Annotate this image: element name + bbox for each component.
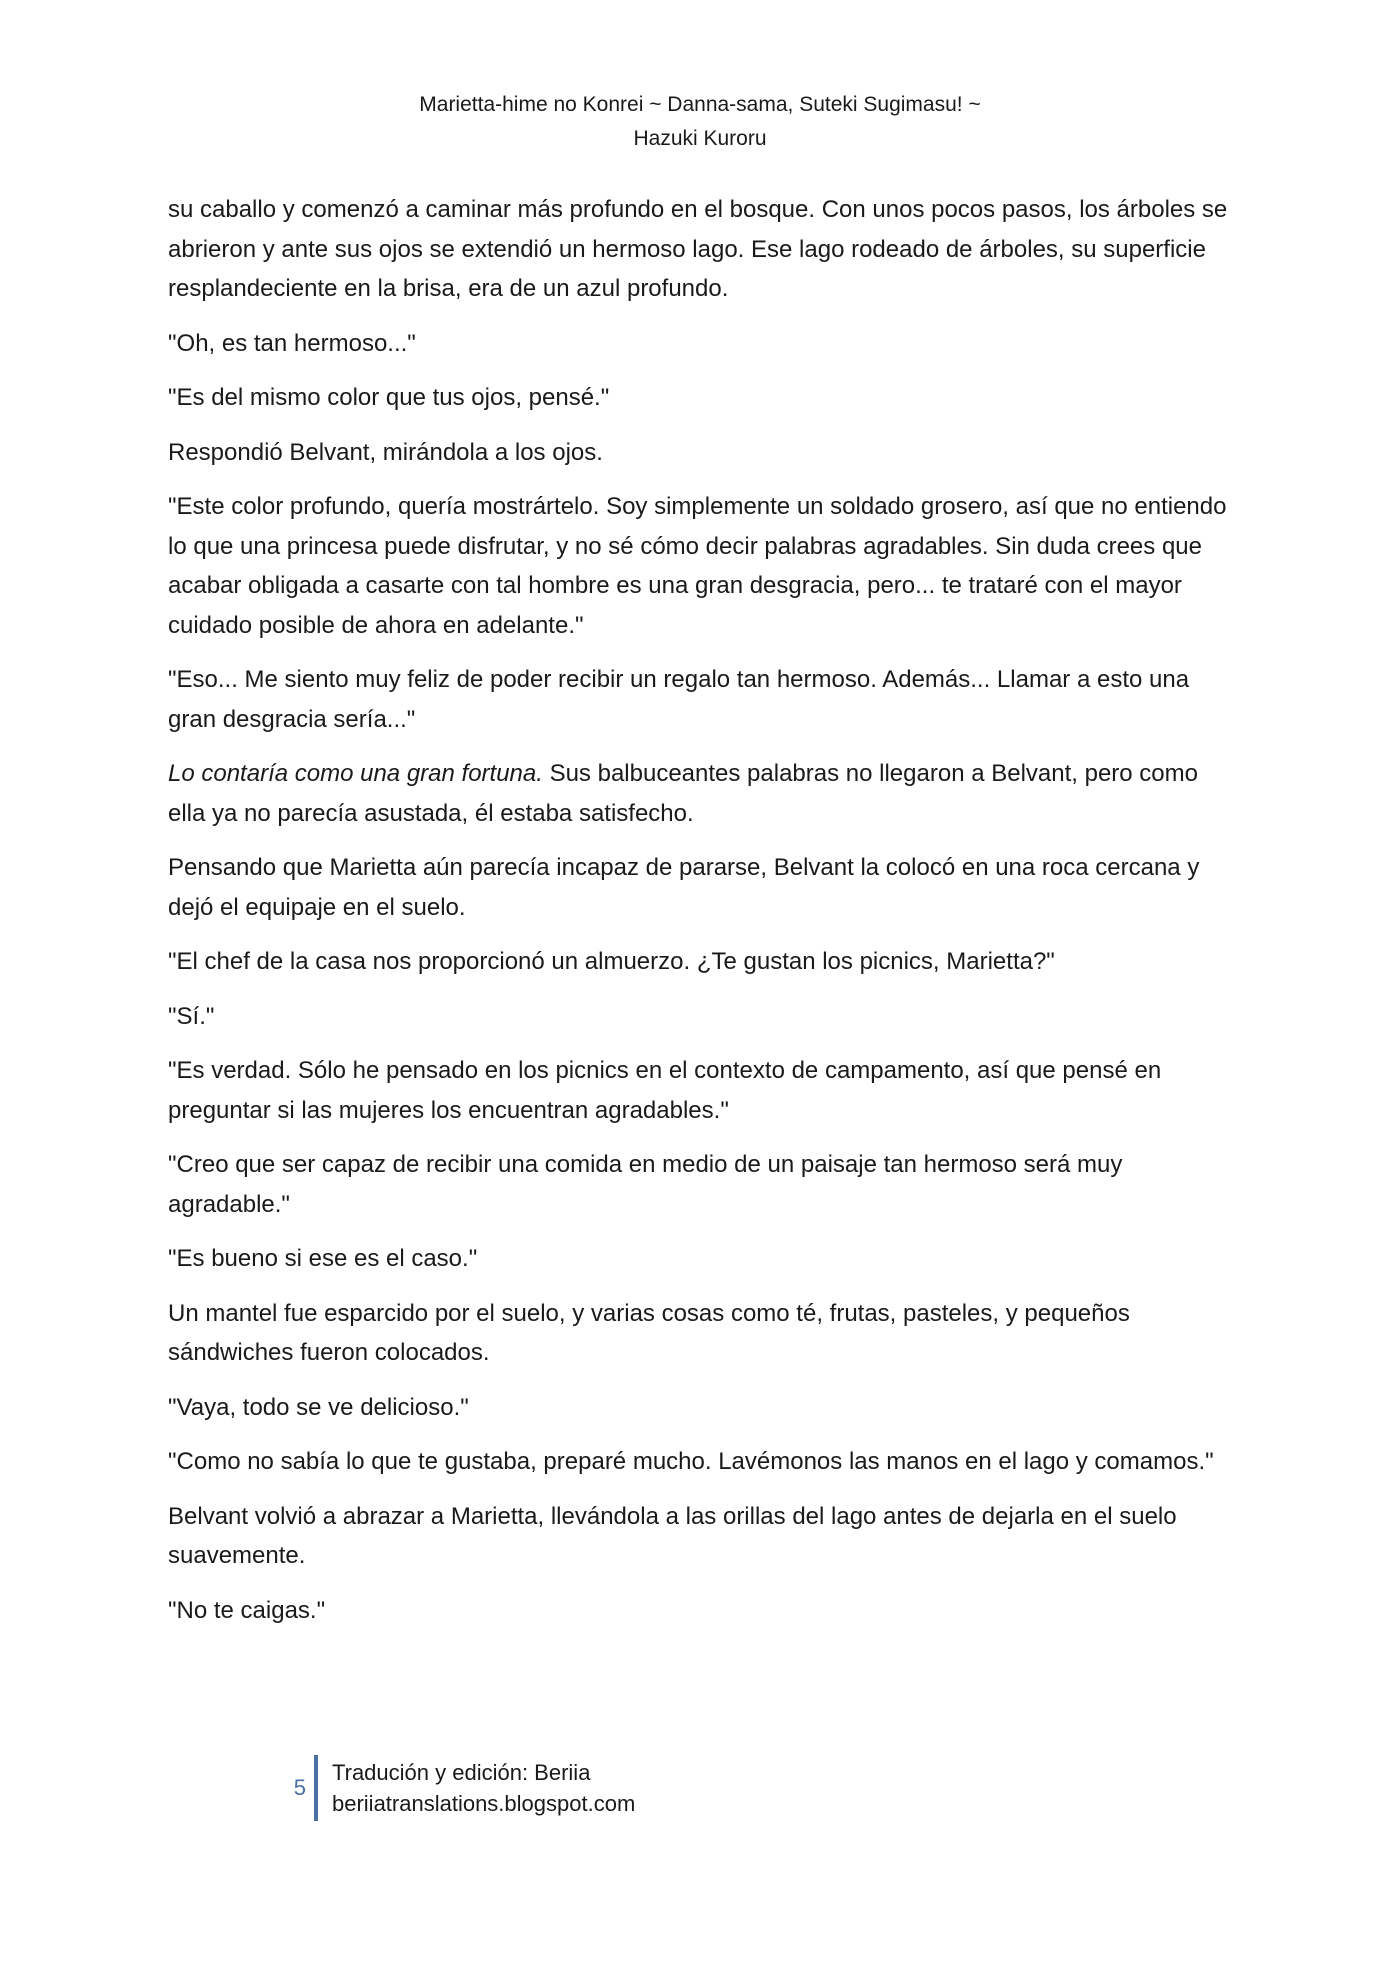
paragraph: "Sí." xyxy=(168,1002,215,1030)
body-text xyxy=(168,190,1240,1645)
paragraph-rest: Sus balbuceantes palabras no llegaron a Belvant, pero como ella ya no parecía asustada, él estaba satisfecho. xyxy=(168,760,1198,827)
paragraph: Respondió Belvant, mirándola a los ojos. xyxy=(168,438,603,466)
paragraph: "Este color profundo, quería mostrártelo. Soy simplemente un soldado grosero, así que no entiendo lo que una princesa puede disfrutar, y no sé cómo decir palabras agradables. Sin duda crees que acabar obligada a casarte con tal hombre es una gran desgracia, pero... te trataré con el mayor cuidado posible de ahora en adelante." xyxy=(168,493,1227,639)
paragraph xyxy=(168,754,1240,833)
paragraph: "Eso... Me siento muy feliz de poder recibir un regalo tan hermoso. Además... Llamar a esto una gran desgracia sería..." xyxy=(168,666,1190,733)
translation-credit: Tradución y edición: Beriia xyxy=(332,1760,591,1785)
paragraph: "Como no sabía lo que te gustaba, preparé mucho. Lavémonos las manos en el lago y comamos." xyxy=(168,1448,1214,1475)
blog-url: beriiatranslations.blogspot.com xyxy=(332,1791,636,1816)
novel-title: Marietta-hime no Konrei ~ Danna-sama, Suteki Sugimasu! ~ xyxy=(419,93,981,116)
paragraph: Un mantel fue esparcido por el suelo, y varias cosas como té, frutas, pasteles, y pequeños sándwiches fueron colocados. xyxy=(168,1299,1130,1366)
paragraph: "Es bueno si ese es el caso." xyxy=(168,1245,478,1272)
paragraph: "El chef de la casa nos proporcionó un almuerzo. ¿Te gustan los picnics, Marietta?" xyxy=(168,948,1055,975)
paragraph: "No te caigas." xyxy=(168,1596,326,1624)
page-number: 5 xyxy=(293,1775,306,1800)
page-header xyxy=(0,88,1400,156)
author-name: Hazuki Kuroru xyxy=(633,127,767,150)
paragraph: su caballo y comenzó a caminar más profundo en el bosque. Con unos pocos pasos, los árboles se abrieron y ante sus ojos se extendió un hermoso lago. Ese lago rodeado de árboles, su superficie resplandeciente en la brisa, era de un azul profundo. xyxy=(168,196,1228,302)
paragraph: "Es verdad. Sólo he pensado en los picnics en el contexto de campamento, así que pensé en preguntar si las mujeres los encuentran agradables." xyxy=(168,1057,1162,1124)
page-footer xyxy=(286,1755,635,1821)
footer-credits xyxy=(332,1755,635,1821)
paragraph: Belvant volvió a abrazar a Marietta, llevándola a las orillas del lago antes de dejarla en el suelo suavemente. xyxy=(168,1502,1177,1569)
footer-divider xyxy=(314,1755,318,1821)
italic-thought: Lo contaría como una gran fortuna. xyxy=(168,760,543,787)
paragraph: Pensando que Marietta aún parecía incapaz de pararse, Belvant la colocó en una roca cercana y dejó el equipaje en el suelo. xyxy=(168,854,1200,921)
paragraph: "Es del mismo color que tus ojos, pensé." xyxy=(168,384,610,411)
paragraph: "Oh, es tan hermoso..." xyxy=(168,329,416,357)
paragraph: "Vaya, todo se ve delicioso." xyxy=(168,1393,469,1421)
paragraph: "Creo que ser capaz de recibir una comida en medio de un paisaje tan hermoso será muy agradable." xyxy=(168,1151,1123,1218)
